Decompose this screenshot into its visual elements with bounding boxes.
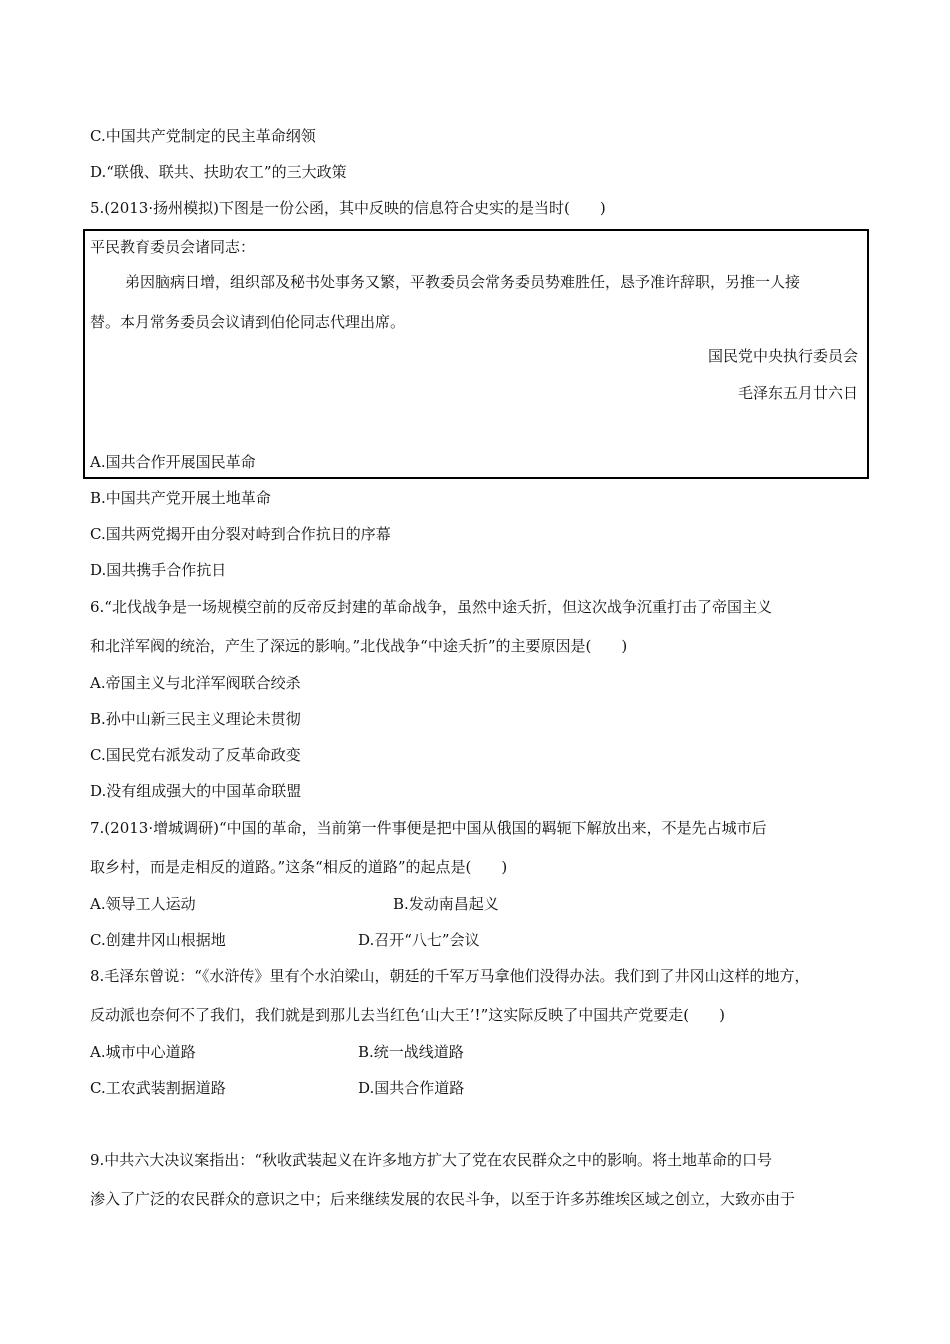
q5-option-c: C.国共两党揭开由分裂对峙到合作抗日的序幕 bbox=[90, 525, 391, 543]
q4-option-d: D.“联俄、联共、扶助农工”的三大政策 bbox=[90, 163, 347, 181]
q5-option-b: B.中国共产党开展土地革命 bbox=[90, 489, 271, 507]
q8-stem-line-2: 反动派也奈何不了我们，我们就是到那儿去当红色‘山大王’!”这实际反映了中国共产党要走( ) bbox=[90, 1006, 725, 1024]
q5-stem: 5.(2013·扬州模拟)下图是一份公函，其中反映的信息符合史实的是当时( ) bbox=[90, 199, 606, 217]
letter-signature: 毛泽东五月廿六日 bbox=[737, 384, 858, 402]
q4-option-c: C.中国共产党制定的民主革命纲领 bbox=[90, 127, 316, 145]
q6-option-d: D.没有组成强大的中国革命联盟 bbox=[90, 782, 302, 800]
q9-stem-line-2: 渗入了广泛的农民群众的意识之中；后来继续发展的农民斗争，以至于许多苏维埃区域之创立，大致亦由于 bbox=[90, 1190, 796, 1208]
q7-stem-line-2: 取乡村，而是走相反的道路。”这条“相反的道路”的起点是( ) bbox=[90, 858, 508, 876]
letter-salutation: 平民教育委员会诸同志： bbox=[90, 238, 256, 256]
q8-option-c: C.工农武装割据道路 bbox=[90, 1079, 226, 1097]
letter-body-line-2: 替。本月常务委员会议请到伯伦同志代理出席。 bbox=[90, 313, 406, 331]
q7-option-b: B.发动南昌起义 bbox=[393, 895, 499, 913]
letter-organization: 国民党中央执行委员会 bbox=[707, 347, 858, 365]
q7-option-d: D.召开“八七”会议 bbox=[358, 931, 480, 949]
q6-stem-line-1: 6.“北伐战争是一场规模空前的反帝反封建的革命战争，虽然中途夭折，但这次战争沉重打击了帝国主义 bbox=[90, 598, 772, 616]
q9-stem-line-1: 9.中共六大决议案指出：“秋收武装起义在许多地方扩大了党在农民群众之中的影响。将土地革命的口号 bbox=[90, 1151, 772, 1169]
q8-option-b: B.统一战线道路 bbox=[358, 1043, 464, 1061]
letter-body-line-1: 弟因脑病日增，组织部及秘书处事务又繁，平教委员会常务委员势难胜任，恳予准许辞职，另推一人接 bbox=[125, 273, 801, 291]
q8-option-d: D.国共合作道路 bbox=[358, 1079, 465, 1097]
q5-option-d: D.国共携手合作抗日 bbox=[90, 561, 227, 579]
q7-stem-line-1: 7.(2013·增城调研)“中国的革命，当前第一件事便是把中国从俄国的羁轭下解放出来，不是先占城市后 bbox=[90, 819, 767, 837]
q5-option-a: A.国共合作开展国民革命 bbox=[90, 453, 256, 471]
q6-option-b: B.孙中山新三民主义理论未贯彻 bbox=[90, 710, 301, 728]
q6-option-c: C.国民党右派发动了反革命政变 bbox=[90, 746, 301, 764]
q7-option-c: C.创建井冈山根据地 bbox=[90, 931, 226, 949]
q8-option-a: A.城市中心道路 bbox=[90, 1043, 196, 1061]
q6-option-a: A.帝国主义与北洋军阀联合绞杀 bbox=[90, 674, 301, 692]
q8-stem-line-1: 8.毛泽东曾说：“《水浒传》里有个水泊梁山，朝廷的千军万马拿他们没得办法。我们到了井冈山这样的地方， bbox=[90, 967, 810, 985]
q6-stem-line-2: 和北洋军阀的统治，产生了深远的影响。”北伐战争“中途夭折”的主要原因是( ) bbox=[90, 637, 628, 655]
q7-option-a: A.领导工人运动 bbox=[90, 895, 196, 913]
